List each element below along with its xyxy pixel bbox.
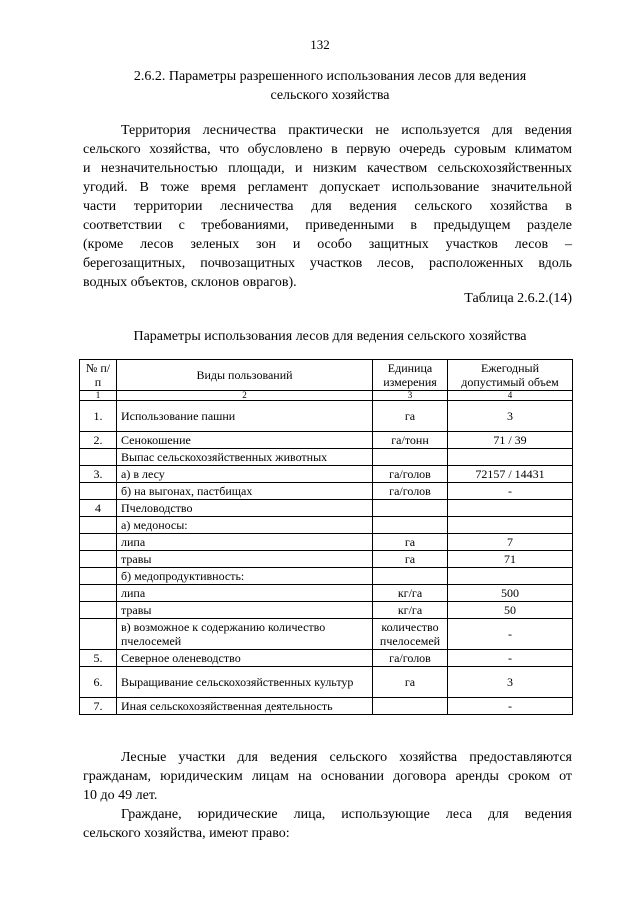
header-unit: Единица измерения	[373, 360, 448, 391]
column-number: 4	[448, 391, 573, 401]
row-unit: га	[373, 551, 448, 568]
closing-line: Лесные участки для ведения сельского хозяйства предоставляются	[121, 750, 572, 765]
table-row	[80, 667, 573, 698]
row-kind: Выращивание сельскохозяйственных культур	[117, 667, 373, 698]
row-num	[80, 602, 117, 619]
table-row	[80, 619, 573, 650]
header-kind: Виды пользований	[117, 360, 373, 391]
closing-line: гражданам, юридическим лицам на основании договора аренды сроком от	[83, 769, 572, 784]
column-number: 2	[117, 391, 373, 401]
row-volume: 71	[448, 551, 573, 568]
row-unit: га/голов	[373, 483, 448, 500]
row-unit: га	[373, 401, 448, 432]
row-num: 4	[80, 500, 117, 517]
row-num	[80, 534, 117, 551]
row-kind: б) на выгонах, пастбищах	[117, 483, 373, 500]
row-volume: 50	[448, 602, 573, 619]
row-volume: -	[448, 698, 573, 715]
row-num: 6.	[80, 667, 117, 698]
row-kind: в) возможное к содержанию количество пчелосемей	[117, 619, 373, 650]
row-volume: 3	[448, 401, 573, 432]
intro-line: берегозащитных, почвозащитных участков лесов, расположенных вдоль	[83, 256, 572, 271]
row-num	[80, 568, 117, 585]
table-row	[80, 449, 573, 466]
table-row	[80, 534, 573, 551]
table-row	[80, 517, 573, 534]
intro-paragraph	[83, 121, 572, 292]
intro-line: соответствии с требованиями, приведенными в предыдущем разделе	[83, 218, 572, 233]
table-row	[80, 500, 573, 517]
row-volume: 3	[448, 667, 573, 698]
table-row	[80, 602, 573, 619]
table-caption: Параметры использования лесов для ведения сельского хозяйства	[133, 329, 527, 344]
intro-line: водных объектов, склонов оврагов).	[83, 275, 297, 290]
row-kind: Северное оленеводство	[117, 650, 373, 667]
row-num: 1.	[80, 401, 117, 432]
row-unit	[373, 517, 448, 534]
closing-paragraph-1	[83, 748, 572, 805]
row-kind: а) медоносы:	[117, 517, 373, 534]
section-title	[95, 67, 565, 105]
table-row	[80, 585, 573, 602]
intro-line: Территория лесничества практически не используется для ведения	[121, 123, 572, 138]
table-row	[80, 401, 573, 432]
row-unit	[373, 568, 448, 585]
row-num: 2.	[80, 432, 117, 449]
row-kind: Иная сельскохозяйственная деятельность	[117, 698, 373, 715]
row-num	[80, 551, 117, 568]
row-volume: -	[448, 483, 573, 500]
row-volume: -	[448, 619, 573, 650]
table-row	[80, 483, 573, 500]
row-num	[80, 483, 117, 500]
row-kind: травы	[117, 551, 373, 568]
row-volume: 7	[448, 534, 573, 551]
row-kind: Использование пашни	[117, 401, 373, 432]
row-num: 7.	[80, 698, 117, 715]
row-num: 5.	[80, 650, 117, 667]
row-volume: 72157 / 14431	[448, 466, 573, 483]
row-kind: б) медопродуктивность:	[117, 568, 373, 585]
closing-paragraph-2	[83, 805, 572, 843]
row-unit: га/тонн	[373, 432, 448, 449]
intro-line: угодий. В тоже время регламент допускает использование значительной	[83, 180, 572, 195]
page-number: 132	[310, 37, 330, 52]
row-unit: га/голов	[373, 466, 448, 483]
row-volume	[448, 517, 573, 534]
table-row	[80, 466, 573, 483]
column-number-row	[80, 391, 573, 401]
intro-line: части территории лесничества для ведения сельского хозяйства в	[83, 199, 572, 214]
row-volume	[448, 500, 573, 517]
row-num	[80, 449, 117, 466]
row-volume: 500	[448, 585, 573, 602]
table-row	[80, 551, 573, 568]
table-row	[80, 698, 573, 715]
table-row	[80, 568, 573, 585]
row-volume	[448, 449, 573, 466]
row-kind: липа	[117, 585, 373, 602]
row-unit	[373, 698, 448, 715]
row-unit: кг/га	[373, 602, 448, 619]
row-kind: Сенокошение	[117, 432, 373, 449]
row-kind: Пчеловодство	[117, 500, 373, 517]
row-unit: га	[373, 667, 448, 698]
table-number: Таблица 2.6.2.(14)	[464, 291, 572, 306]
column-number: 1	[80, 391, 117, 401]
row-kind: травы	[117, 602, 373, 619]
table-row	[80, 650, 573, 667]
closing-line: 10 до 49 лет.	[83, 788, 158, 803]
usage-parameters-table	[79, 359, 573, 715]
row-kind: а) в лесу	[117, 466, 373, 483]
column-number: 3	[373, 391, 448, 401]
row-num: 3.	[80, 466, 117, 483]
table-row	[80, 432, 573, 449]
row-unit	[373, 500, 448, 517]
row-num	[80, 585, 117, 602]
row-num	[80, 619, 117, 650]
row-unit: количество пчелосемей	[373, 619, 448, 650]
intro-line: сельского хозяйства, что обусловлено в первую очередь суровым климатом	[83, 142, 572, 157]
row-kind: Выпас сельскохозяйственных животных	[117, 449, 373, 466]
row-volume: -	[448, 650, 573, 667]
row-kind: липа	[117, 534, 373, 551]
row-num	[80, 517, 117, 534]
closing-line: Граждане, юридические лица, использующие леса для ведения	[121, 807, 572, 822]
header-volume: Ежегодный допустимый объем	[448, 360, 573, 391]
row-unit	[373, 449, 448, 466]
section-title-line-1: 2.6.2. Параметры разрешенного использования лесов для ведения	[133, 69, 527, 84]
section-title-line-2: сельского хозяйства	[270, 88, 390, 103]
closing-line: сельского хозяйства, имеют право:	[83, 826, 290, 841]
header-num: № п/п	[80, 360, 117, 391]
row-unit: га/голов	[373, 650, 448, 667]
row-unit: кг/га	[373, 585, 448, 602]
row-volume	[448, 568, 573, 585]
row-unit: га	[373, 534, 448, 551]
table-header-row	[80, 360, 573, 391]
row-volume: 71 / 39	[448, 432, 573, 449]
intro-line: и незначительностью площади, и низким качеством сельскохозяйственных	[83, 161, 572, 176]
intro-line: (кроме лесов зеленых зон и особо защитных участков лесов –	[83, 237, 572, 252]
